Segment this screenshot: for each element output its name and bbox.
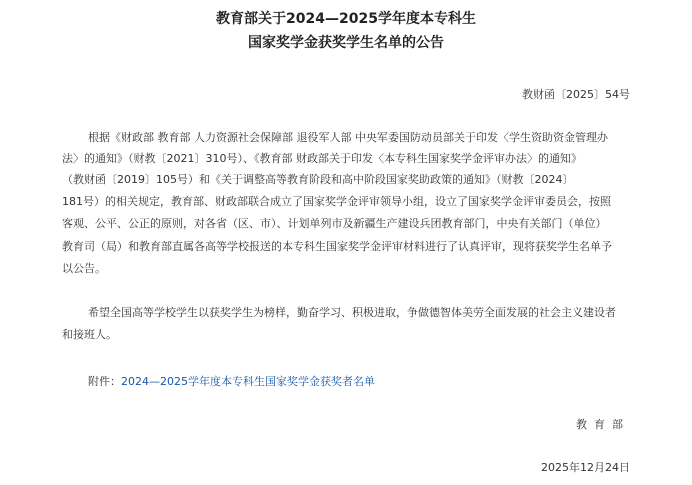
attachment-label: 附件： [88, 375, 121, 388]
issuer-signature: 教育部 [576, 418, 630, 431]
paragraph-1-line: 法〉的通知》（财教〔2021〕310号）、《教育部 财政部关于印发〈本专科生国家奖学金评审办法〉的通知》 [62, 152, 582, 165]
issue-date: 2025年12月24日 [541, 461, 630, 474]
paragraph-1-line: 以公告。 [62, 262, 106, 275]
paragraph-1-line: 根据《财政部 教育部 人力资源社会保障部 退役军人部 中央军委国防动员部关于印发〈学生资助资金管理办 [88, 131, 608, 144]
notice-title-line2: 国家奖学金获奖学生名单的公告 [248, 35, 444, 51]
notice-title-line1: 教育部关于2024—2025学年度本专科生 [216, 11, 476, 27]
attachment-link[interactable]: 2024—2025学年度本专科生国家奖学金获奖者名单 [121, 375, 375, 388]
paragraph-1-line: （教财函〔2019〕105号）和《关于调整高等教育阶段和高中阶段国家奖助政策的通知》（财教〔2024〕 [62, 173, 574, 186]
paragraph-1-line: 客观、公平、公正的原则，对各省（区、市）、计划单列市及新疆生产建设兵团教育部门，中央有关部门（单位） [62, 217, 607, 230]
paragraph-2-line: 和接班人。 [62, 328, 117, 341]
paragraph-2-line: 希望全国高等学校学生以获奖学生为榜样，勤奋学习、积极进取，争做德智体美劳全面发展的社会主义建设者 [88, 306, 616, 319]
paragraph-1-line: 181号）的相关规定，教育部、财政部联合成立了国家奖学金评审领导小组，设立了国家奖学金评审委员会，按照 [62, 195, 611, 208]
paragraph-1-line: 教育司（局）和教育部直属各高等学校报送的本专科生国家奖学金评审材料进行了认真评审，现将获奖学生名单予 [62, 240, 612, 253]
attachment [88, 375, 375, 389]
document-number: 教财函〔2025〕54号 [522, 88, 630, 101]
